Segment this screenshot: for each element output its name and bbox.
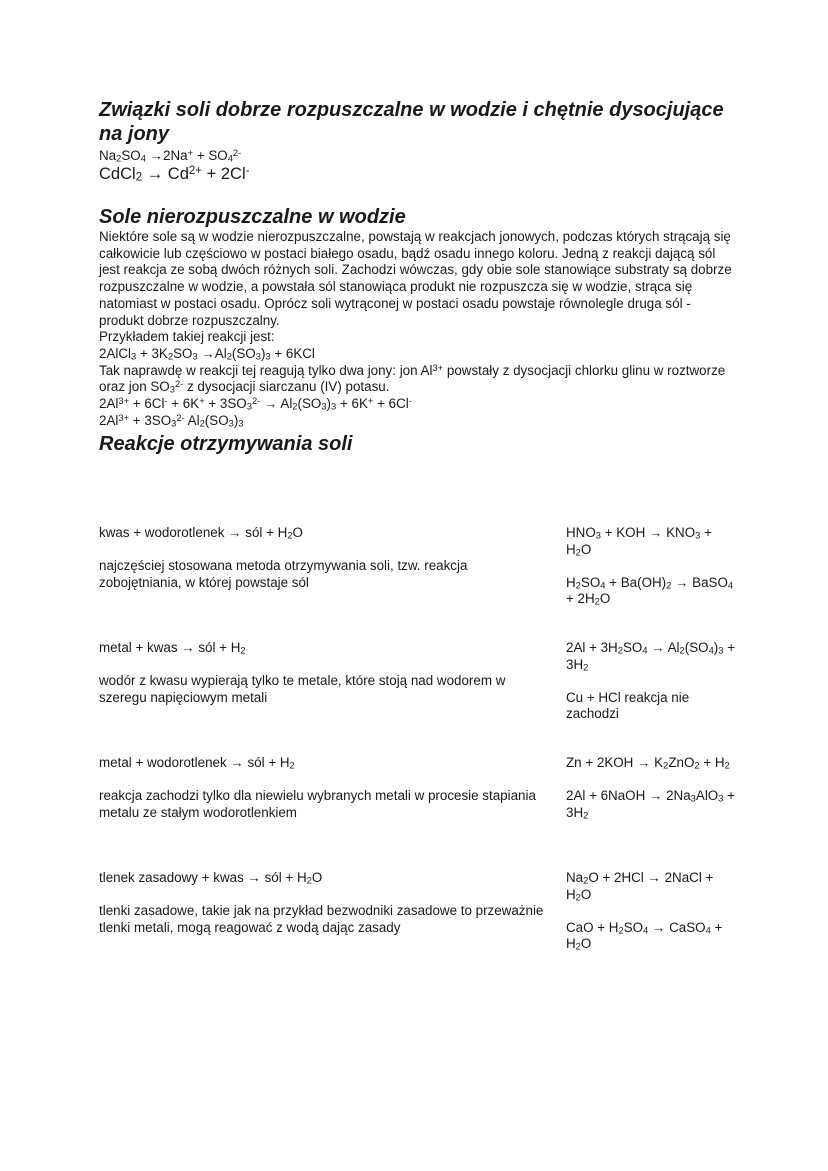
equation-cdcl2: CdCl$_2$ → $Cd^{2+} + 2Cl^-$ (99, 164, 250, 184)
method-example: $Zn + 2KOH \to K_2ZnO_2 + H_2$ (566, 755, 730, 771)
method-example: $H_2SO_4 + Ba(OH)_2$ → BaSO$_4$ + $2H_2O$ (566, 574, 734, 607)
method-example: $HNO_3$ + KOH → $KNO_3 + H_2O$ (566, 525, 712, 557)
method-title: metal + wodorotlenek → sól + $H_2$ (99, 755, 295, 771)
method-example: $2Al + 3H_2SO_4 \to Al_2(SO_4)_3 + 3H_2$ (566, 640, 736, 672)
method-title: metal + kwas → sól + $H_2$ (99, 640, 246, 656)
equation-na2so4: $Na_2SO_4 \to 2Na^+ + SO_4^{2-}$ (99, 147, 242, 164)
method-description: tlenki zasadowe, takie jak na przykład bezwodniki zasadowe to przeważnie tlenki metali, mogą reagować z wodą dając zasady (99, 903, 544, 935)
method-example: 2Al + 6NaOH → $2Na_3AlO_3 + 3H_2$ (566, 788, 735, 820)
paragraph-insoluble: Niektóre sole są w wodzie nierozpuszczalne, powstają w reakcjach jonowych, podczas których strącają się całkowicie lub częściowo w postaci białego osadu, bądź osadu innego koloru. Jedną z reakcji dającą sól jest reakcja ze sobą dwóch różnych soli. Zachodzi wówczas, gdy obie sole stanowiące substraty są dobrze rozpuszczalne w wodzie, a powstała sól stanowiąca produkt nie rozpuszcza się w wodzie, strąca się natomiast w postaci osadu. Oprócz soli wytrąconej w postaci osadu powstaje równolegle druga sól - produkt dobrze rozpuszczalny. (99, 229, 732, 328)
method-description: najczęściej stosowana metoda otrzymywania soli, tzw. reakcja zobojętniania, w której powstaje sól (99, 558, 468, 590)
section-insoluble-body (99, 229, 739, 429)
method-example: Cu + HCl reakcja nie zachodzi (566, 689, 690, 721)
method-title: tlenek zasadowy + kwas → sól + $H_2O$ (99, 870, 323, 886)
ionic-equation-full: $2Al^{3+} + 6Cl^- + 6K^+ + 3SO_3^{2-} \to Al_2(SO_3)_3 + 6K^+ + 6Cl^-$ (99, 395, 412, 412)
heading-insoluble-salts: Sole nierozpuszczalne w wodzie (99, 206, 406, 228)
ionic-equation-short: $2Al^{3+} + 3SO_3^{2-}$ $Al_2(SO_3)_3$ (99, 412, 244, 429)
heading-salt-reactions: Reakcje otrzymywania soli (99, 433, 353, 455)
heading-soluble-salts: Związki soli dobrze rozpuszczalne w wodzie i chętnie dysocjujące na jony (99, 99, 724, 145)
method-example: $Na_2O + 2HCl$ → 2NaCl + $H_2O$ (566, 870, 714, 902)
method-description: reakcja zachodzi tylko dla niewielu wybranych metali w procesie stapiania metalu ze stałym wodorotlenkiem (99, 788, 536, 820)
example-intro: Przykładem takiej reakcji jest: (99, 329, 275, 345)
method-description: wodór z kwasu wypierają tylko te metale, które stoją nad wodorem w szeregu napięciowym metali (99, 673, 506, 705)
example-equation: 2AlCl$_3$ + $3K_2SO_3 \to Al_2(SO_3)_3 + 6KCl$ (99, 345, 315, 362)
ions-explanation: Tak naprawdę w reakcji tej reagują tylko dwa jony: jon $Al^{3+}$ powstały z dysocjacji chlorku glinu w roztworze oraz jon $SO_3^{2-}$ z dysocjacji siarczanu (IV) potasu. (99, 362, 726, 395)
method-title: kwas + wodorotlenek → sól + $H_2O$ (99, 525, 303, 541)
method-example: CaO + $H_2SO_4$ → CaSO$_4$ + $H_2O$ (566, 919, 723, 952)
